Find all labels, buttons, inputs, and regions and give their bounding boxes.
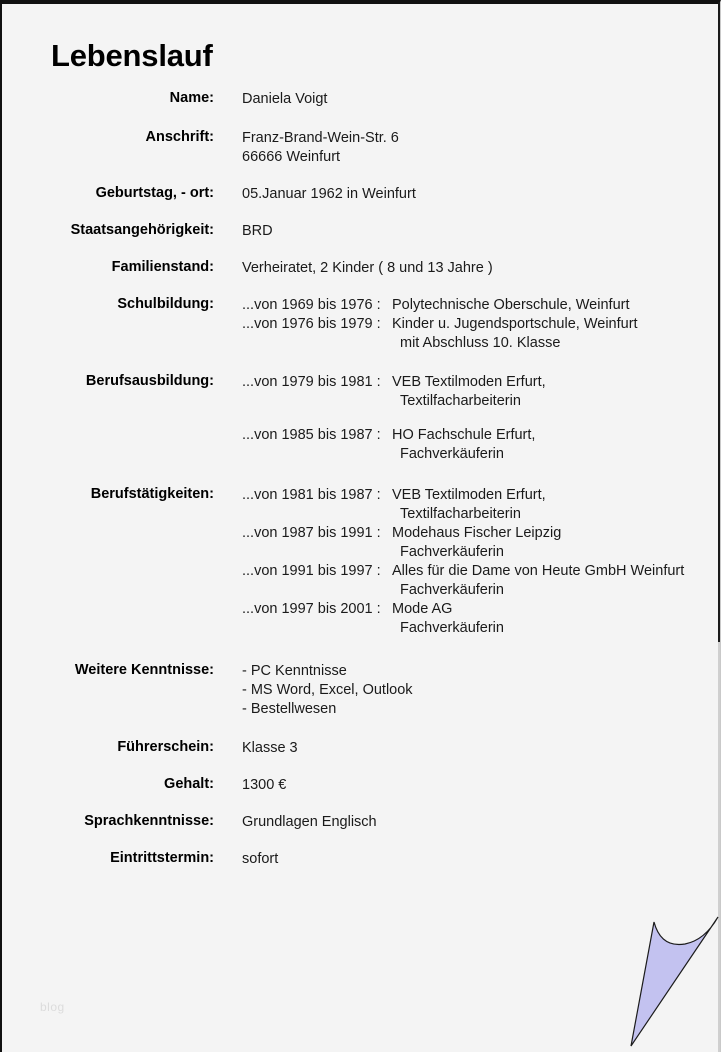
field-row-schulbildung xyxy=(2,296,721,353)
entry-item xyxy=(242,373,721,411)
field-row-eintrittstermin xyxy=(2,850,721,869)
entry-subline: Textilfacharbeiterin xyxy=(400,506,521,522)
cv-fields-list xyxy=(2,90,721,869)
entry-item xyxy=(242,600,721,638)
field-label-weitere-kenntnisse: Weitere Kenntnisse: xyxy=(74,662,214,678)
page-top-border xyxy=(2,2,720,4)
field-label-familienstand: Familienstand: xyxy=(111,259,214,275)
entry-period: ...von 1985 bis 1987 : xyxy=(242,427,381,443)
entry-desc: VEB Textilmoden Erfurt, xyxy=(392,374,546,390)
kenntnisse-item: - PC Kenntnisse xyxy=(242,663,347,679)
entry-desc: Mode AG xyxy=(392,601,453,617)
field-value-gehalt xyxy=(242,776,721,795)
entry-desc: Alles für die Dame von Heute GmbH Weinfurt xyxy=(392,563,685,579)
familienstand-value-line: Verheiratet, 2 Kinder ( 8 und 13 Jahre ) xyxy=(242,260,493,276)
fuehrerschein-value-line: Klasse 3 xyxy=(242,740,298,756)
gehalt-value-line: 1300 € xyxy=(242,777,287,793)
field-value-geburtstag xyxy=(242,185,721,204)
entry-subline: Fachverkäuferin xyxy=(400,620,504,636)
entry-subline: Fachverkäuferin xyxy=(400,582,504,598)
entry-item xyxy=(242,296,721,315)
page-title: Lebenslauf xyxy=(51,38,213,73)
geburtstag-value-line: 05.Januar 1962 in Weinfurt xyxy=(242,186,416,202)
field-row-fuehrerschein xyxy=(2,739,721,758)
staatsangehoerigkeit-value-line: BRD xyxy=(242,223,273,239)
anschrift-city-line: 66666 Weinfurt xyxy=(242,149,341,165)
field-value-anschrift xyxy=(242,129,721,167)
entry-subline: Fachverkäuferin xyxy=(400,544,504,560)
entry-item xyxy=(242,562,721,600)
field-value-berufstaetigkeiten xyxy=(242,486,721,638)
field-label-schulbildung: Schulbildung: xyxy=(117,296,214,312)
entry-desc: Modehaus Fischer Leipzig xyxy=(392,525,562,541)
entry-subline: mit Abschluss 10. Klasse xyxy=(400,335,561,351)
field-row-geburtstag xyxy=(2,185,721,204)
entry-subline: Textilfacharbeiterin xyxy=(400,393,521,409)
entry-desc: HO Fachschule Erfurt, xyxy=(392,427,536,443)
sprachkenntnisse-value-line: Grundlagen Englisch xyxy=(242,814,377,830)
entry-item xyxy=(242,426,721,464)
field-label-geburtstag: Geburtstag, - ort: xyxy=(95,185,214,201)
blog-watermark: blog xyxy=(40,1000,65,1014)
entry-subline: Fachverkäuferin xyxy=(400,446,504,462)
entry-desc: Polytechnische Oberschule, Weinfurt xyxy=(392,297,630,313)
field-value-berufsausbildung xyxy=(242,373,721,464)
entry-period: ...von 1987 bis 1991 : xyxy=(242,525,381,541)
field-label-anschrift: Anschrift: xyxy=(145,129,214,145)
field-row-name xyxy=(2,90,721,109)
field-label-staatsangehoerigkeit: Staatsangehörigkeit: xyxy=(70,222,214,238)
field-label-eintrittstermin: Eintrittstermin: xyxy=(110,850,214,866)
field-value-sprachkenntnisse xyxy=(242,813,721,832)
field-row-staatsangehoerigkeit xyxy=(2,222,721,241)
field-value-schulbildung xyxy=(242,296,721,353)
entry-desc: Kinder u. Jugendsportschule, Weinfurt xyxy=(392,316,638,332)
entry-period: ...von 1979 bis 1981 : xyxy=(242,374,381,390)
entry-spacer xyxy=(242,411,721,426)
kenntnisse-item: - Bestellwesen xyxy=(242,701,337,717)
entry-period: ...von 1991 bis 1997 : xyxy=(242,563,381,579)
entry-period: ...von 1969 bis 1976 : xyxy=(242,297,381,313)
curved-triangle-decoration xyxy=(599,900,720,1052)
field-label-fuehrerschein: Führerschein: xyxy=(117,739,214,755)
entry-desc: VEB Textilmoden Erfurt, xyxy=(392,487,546,503)
field-value-familienstand xyxy=(242,259,721,278)
field-row-anschrift xyxy=(2,129,721,167)
entry-item xyxy=(242,315,721,353)
entry-item xyxy=(242,524,721,562)
field-label-berufstaetigkeiten: Berufstätigkeiten: xyxy=(90,486,214,502)
field-label-gehalt: Gehalt: xyxy=(164,776,214,792)
field-value-fuehrerschein xyxy=(242,739,721,758)
field-row-sprachkenntnisse xyxy=(2,813,721,832)
field-row-gehalt xyxy=(2,776,721,795)
field-label-sprachkenntnisse: Sprachkenntnisse: xyxy=(84,813,214,829)
field-value-staatsangehoerigkeit xyxy=(242,222,721,241)
field-row-berufstaetigkeiten xyxy=(2,486,721,638)
name-value-line: Daniela Voigt xyxy=(242,91,328,107)
entry-period: ...von 1981 bis 1987 : xyxy=(242,487,381,503)
curved-triangle-path xyxy=(631,917,718,1046)
kenntnisse-item: - MS Word, Excel, Outlook xyxy=(242,682,413,698)
anschrift-street-line: Franz-Brand-Wein-Str. 6 xyxy=(242,130,399,146)
entry-period: ...von 1997 bis 2001 : xyxy=(242,601,381,617)
field-value-eintrittstermin xyxy=(242,850,721,869)
field-value-weitere-kenntnisse xyxy=(242,662,721,719)
eintrittstermin-value-line: sofort xyxy=(242,851,279,867)
field-label-berufsausbildung: Berufsausbildung: xyxy=(85,373,214,389)
field-row-berufsausbildung xyxy=(2,373,721,464)
field-value-name xyxy=(242,90,721,109)
field-row-weitere-kenntnisse xyxy=(2,662,721,719)
entry-item xyxy=(242,486,721,524)
entry-period: ...von 1976 bis 1979 : xyxy=(242,316,381,332)
field-row-familienstand xyxy=(2,259,721,278)
field-label-name: Name: xyxy=(169,90,214,106)
